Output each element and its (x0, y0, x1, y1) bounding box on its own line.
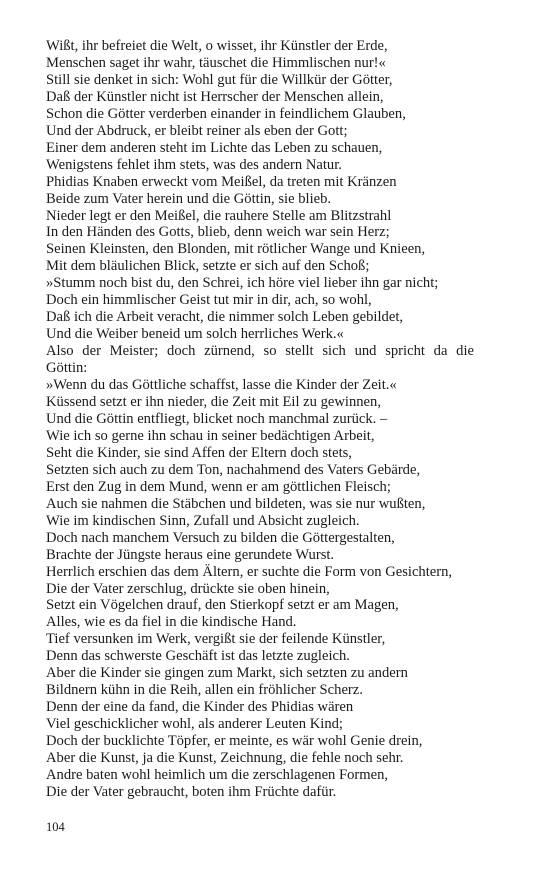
verse-line: Aber die Kinder sie gingen zum Markt, sich setzten zu andern (46, 665, 408, 682)
verse-line: Einer dem anderen steht im Lichte das Leben zu schauen, (46, 139, 383, 156)
verse-line: Andre baten wohl heimlich um die zerschlagenen Formen, (46, 766, 389, 783)
verse-line: Setzt ein Vögelchen drauf, den Stierkopf setzt er am Magen, (46, 597, 399, 614)
verse-line: Beide zum Vater herein und die Göttin, sie blieb. (46, 190, 332, 207)
verse-line: Denn der eine da fand, die Kinder des Phidias wären (46, 699, 354, 716)
verse-line: Wenigstens fehlet ihm stets, was des andern Natur. (46, 156, 342, 173)
verse-line: Doch der bucklichte Töpfer, er meinte, es wär wohl Genie drein, (46, 733, 423, 750)
verse-line: Menschen saget ihr wahr, täuschet die Himmlischen nur!« (46, 54, 386, 71)
verse-line: Doch ein himmlischer Geist tut mir in dir, ach, so wohl, (46, 292, 372, 309)
verse-line: Und die Göttin entfliegt, blicket noch manchmal zurück. – (46, 410, 388, 427)
verse-line: Seinen Kleinsten, den Blonden, mit rötlicher Wange und Knieen, (46, 241, 426, 258)
verse-line: Wie im kindischen Sinn, Zufall und Absicht zugleich. (46, 512, 360, 529)
verse-line: Also der Meister; doch zürnend, so stellt sich und spricht da die (46, 343, 474, 360)
verse-line: In den Händen des Gotts, blieb, denn weich war sein Herz; (46, 224, 390, 241)
verse-line: Still sie denket in sich: Wohl gut für die Willkür der Götter, (46, 71, 393, 88)
verse-line: Und der Abdruck, er bleibt reiner als eben der Gott; (46, 122, 348, 139)
verse-text (46, 38, 474, 801)
verse-line: Brachte der Jüngste heraus eine gerundete Wurst. (46, 546, 335, 563)
verse-line: Wie ich so gerne ihn schau in seiner bedächtigen Arbeit, (46, 427, 375, 444)
verse-line: Und die Weiber beneid um solch herrliches Werk.« (46, 326, 344, 343)
page-number: 104 (46, 820, 65, 834)
verse-line: Doch nach manchem Versuch zu bilden die Göttergestalten, (46, 529, 395, 546)
verse-line: Die der Vater zerschlug, drückte sie oben hinein, (46, 580, 330, 597)
verse-line: Küssend setzt er ihn nieder, die Zeit mit Eil zu gewinnen, (46, 394, 381, 411)
verse-line: »Wenn du das Göttliche schaffst, lasse die Kinder der Zeit.« (46, 377, 397, 394)
verse-line: Schon die Götter verderben einander in feindlichem Glauben, (46, 105, 406, 122)
verse-line: Nieder legt er den Meißel, die rauhere Stelle am Blitzstrahl (46, 207, 392, 224)
verse-line: Göttin: (46, 360, 88, 377)
verse-line: Die der Vater gebraucht, boten ihm Früchte dafür. (46, 783, 337, 800)
verse-line: Auch sie nahmen die Stäbchen und bildeten, was sie nur wußten, (46, 495, 426, 512)
verse-line: Phidias Knaben erweckt vom Meißel, da treten mit Kränzen (46, 173, 397, 190)
verse-line: Daß der Künstler nicht ist Herrscher der Menschen allein, (46, 88, 384, 105)
page-body (46, 38, 474, 801)
verse-line: Seht die Kinder, sie sind Affen der Eltern doch stets, (46, 444, 352, 461)
verse-line: Mit dem bläulichen Blick, setzte er sich auf den Schoß; (46, 258, 370, 275)
verse-line: Aber die Kunst, ja die Kunst, Zeichnung, die fehle noch sehr. (46, 750, 404, 767)
verse-line: Alles, wie es da fiel in die kindische Hand. (46, 614, 297, 631)
verse-line: Bildnern kühn in die Reih, allen ein fröhlicher Scherz. (46, 682, 363, 699)
verse-line: Wißt, ihr befreiet die Welt, o wisset, ihr Künstler der Erde, (46, 38, 388, 54)
verse-line: Tief versunken im Werk, vergißt sie der feilende Künstler, (46, 631, 386, 648)
verse-line: Viel geschicklicher wohl, als anderer Leuten Kind; (46, 716, 343, 733)
verse-line: Daß ich die Arbeit veracht, die nimmer solch Leben gebildet, (46, 309, 404, 326)
verse-line: Denn das schwerste Geschäft ist das letzte zugleich. (46, 648, 350, 665)
verse-line: Herrlich erschien das dem Ältern, er suchte die Form von Gesichtern, (46, 563, 453, 580)
verse-line: Erst den Zug in dem Mund, wenn er am göttlichen Fleisch; (46, 478, 391, 495)
verse-line: »Stumm noch bist du, den Schrei, ich höre viel lieber ihn gar nicht; (46, 275, 439, 292)
verse-line: Setzten sich auch zu dem Ton, nachahmend des Vaters Gebärde, (46, 461, 421, 478)
